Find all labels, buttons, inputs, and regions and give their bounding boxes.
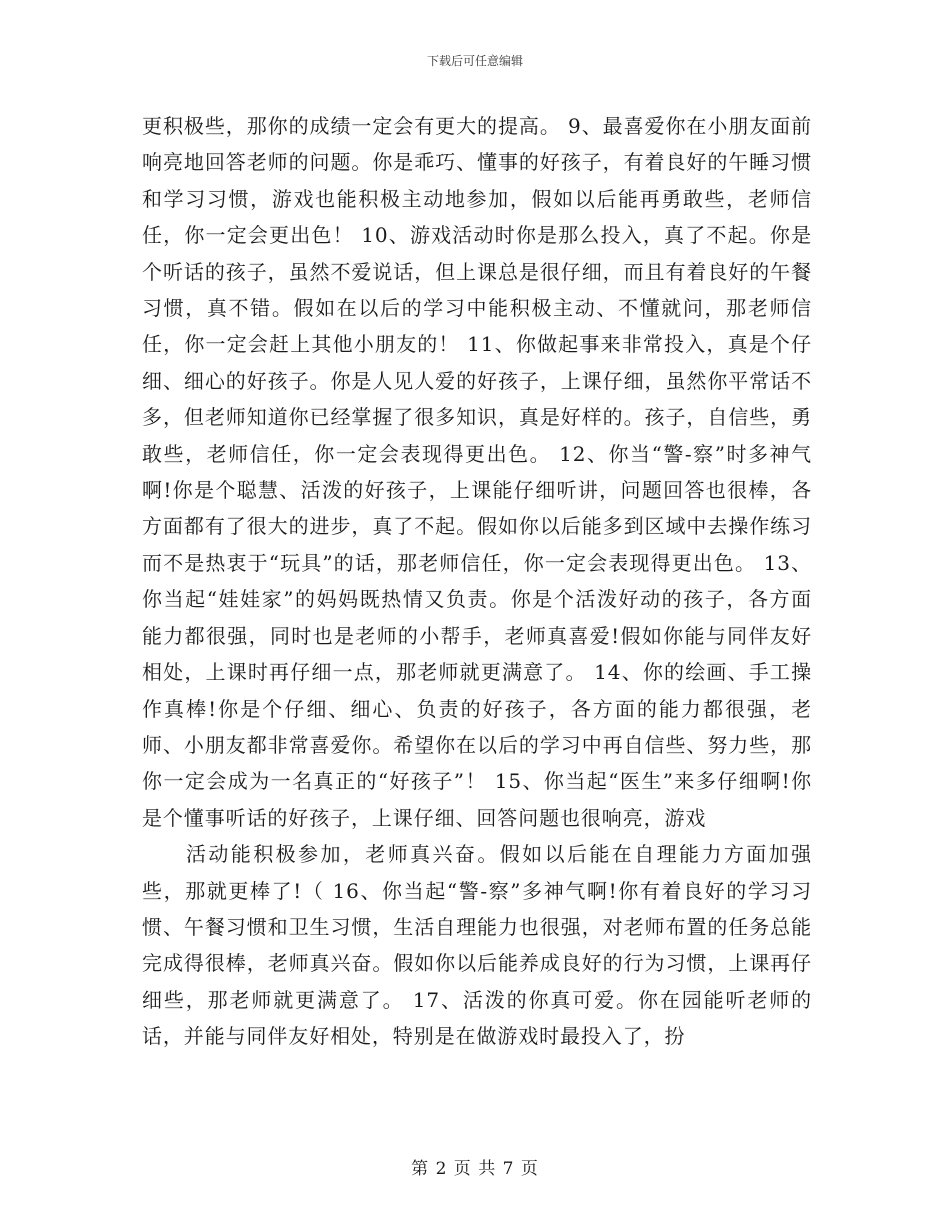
page-number: 第 2 页 共 7 页	[411, 1159, 539, 1179]
page-header: 下载后可任意编辑	[426, 54, 523, 68]
paragraph: 活动能积极参加，老师真兴奋。假如以后能在自理能力方面加强些，那就更棒了!（ 16、你当起“警-察”多神气啊!你有着良好的学习习惯、午餐习惯和卫生习惯，生活自理能力也很强，对老师布置的任务总能完成得很棒，老师真兴奋。假如你以后能养成良好的行为习惯，上课再仔细些，那老师就更满意了。 17、活泼的你真可爱。你在园能听老师的话，并能与同伴友好相处，特别是在做游戏时最投入了，扮	[142, 842, 812, 1049]
document-body	[142, 108, 812, 1055]
paragraph: 更积极些，那你的成绩一定会有更大的提高。 9、最喜爱你在小朋友面前响亮地回答老师的问题。你是乖巧、懂事的好孩子，有着良好的午睡习惯和学习习惯，游戏也能积极主动地参加，假如以后能再勇敢些，老师信任，你一定会更出色！ 10、游戏活动时你是那么投入，真了不起。你是个听话的孩子，虽然不爱说话，但上课总是很仔细，而且有着良好的午餐习惯，真不错。假如在以后的学习中能积极主动、不懂就问，那老师信任，你一定会赶上其他小朋友的！ 11、你做起事来非常投入，真是个仔细、细心的好孩子。你是人见人爱的好孩子，上课仔细，虽然你平常话不多，但老师知道你已经掌握了很多知识，真是好样的。孩子，自信些，勇敢些，老师信任，你一定会表现得更出色。 12、你当“警-察”时多神气啊!你是个聪慧、活泼的好孩子，上课能仔细听讲，问题回答也很棒，各方面都有了很大的进步，真了不起。假如你以后能多到区域中去操作练习而不是热衷于“玩具”的话，那老师信任，你一定会表现得更出色。 13、你当起“娃娃家”的妈妈既热情又负责。你是个活泼好动的孩子，各方面能力都很强，同时也是老师的小帮手，老师真喜爱!假如你能与同伴友好相处，上课时再仔细一点，那老师就更满意了。 14、你的绘画、手工操作真棒!你是个仔细、细心、负责的好孩子，各方面的能力都很强，老师、小朋友都非常喜爱你。希望你在以后的学习中再自信些、努力些，那你一定会成为一名真正的“好孩子”！ 15、你当起“医生”来多仔细啊!你是个懂事听话的好孩子，上课仔细、回答问题也很响亮，游戏	[142, 114, 812, 830]
